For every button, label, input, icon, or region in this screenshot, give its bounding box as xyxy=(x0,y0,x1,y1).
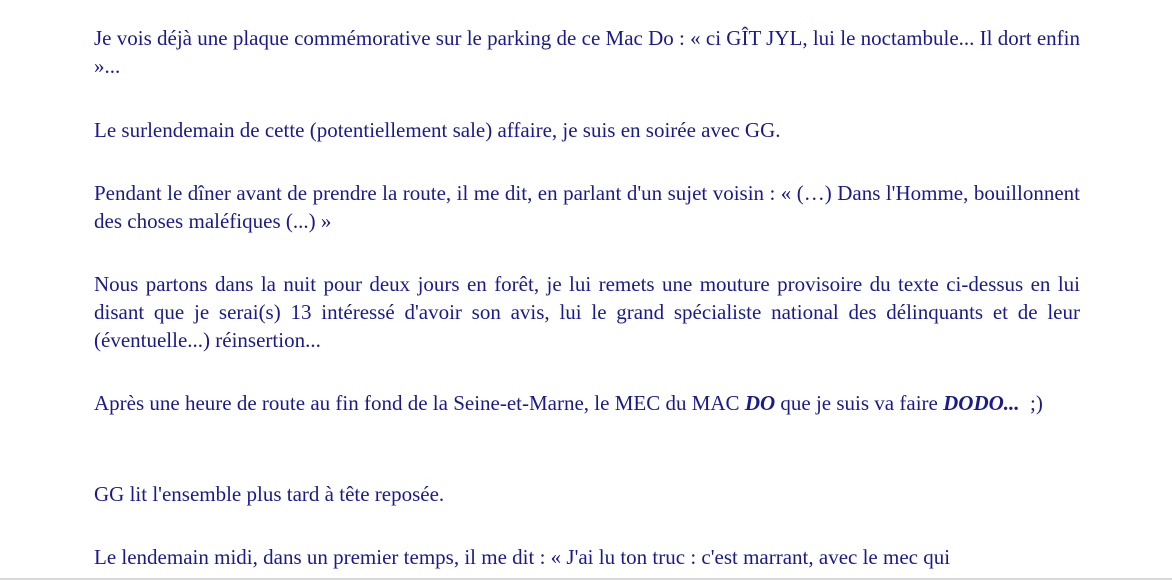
paragraph-mac-do-text-a: Après une heure de route au fin fond de la Seine-et-Marne, le MEC du MAC xyxy=(94,391,745,415)
paragraph-gg-reads: GG lit l'ensemble plus tard à tête reposée. xyxy=(94,482,445,506)
paragraph-mac-do-text-e: ;) xyxy=(1019,391,1043,415)
paragraph-forest-trip: Nous partons dans la nuit pour deux jours en forêt, je lui remets une mouture provisoire du texte ci-dessus en lui disant que je serai(s) 13 intéressé d'avoir son avis, lui le grand spécialiste national des délinquants et de leur (éventuelle...) réinsertion... xyxy=(94,272,1080,352)
paragraph-mac-do-emphasis-dodo: DODO... xyxy=(943,391,1020,415)
paragraph-evening-with-gg: Le surlendemain de cette (potentiellement sale) affaire, je suis en soirée avec GG. xyxy=(94,118,781,142)
paragraph-mac-do-dodo xyxy=(94,389,1080,417)
paragraph-next-day-noon: Le lendemain midi, dans un premier temps, il me dit : « J'ai lu ton truc : c'est marrant, avec le mec qui xyxy=(94,545,951,569)
paragraph-mac-do-emphasis-do: DO xyxy=(744,391,776,415)
paragraph-commemorative-plaque: Je vois déjà une plaque commémorative sur le parking de ce Mac Do : « ci GÎT JYL, lui le noctambule... Il dort enfin »... xyxy=(94,26,1080,78)
paragraph-dinner-quote: Pendant le dîner avant de prendre la route, il me dit, en parlant d'un sujet voisin : « (…) Dans l'Homme, bouillonnent des choses maléfiques (...) » xyxy=(94,181,1080,233)
paragraph-mac-do-text-c: que je suis va faire xyxy=(775,391,944,415)
